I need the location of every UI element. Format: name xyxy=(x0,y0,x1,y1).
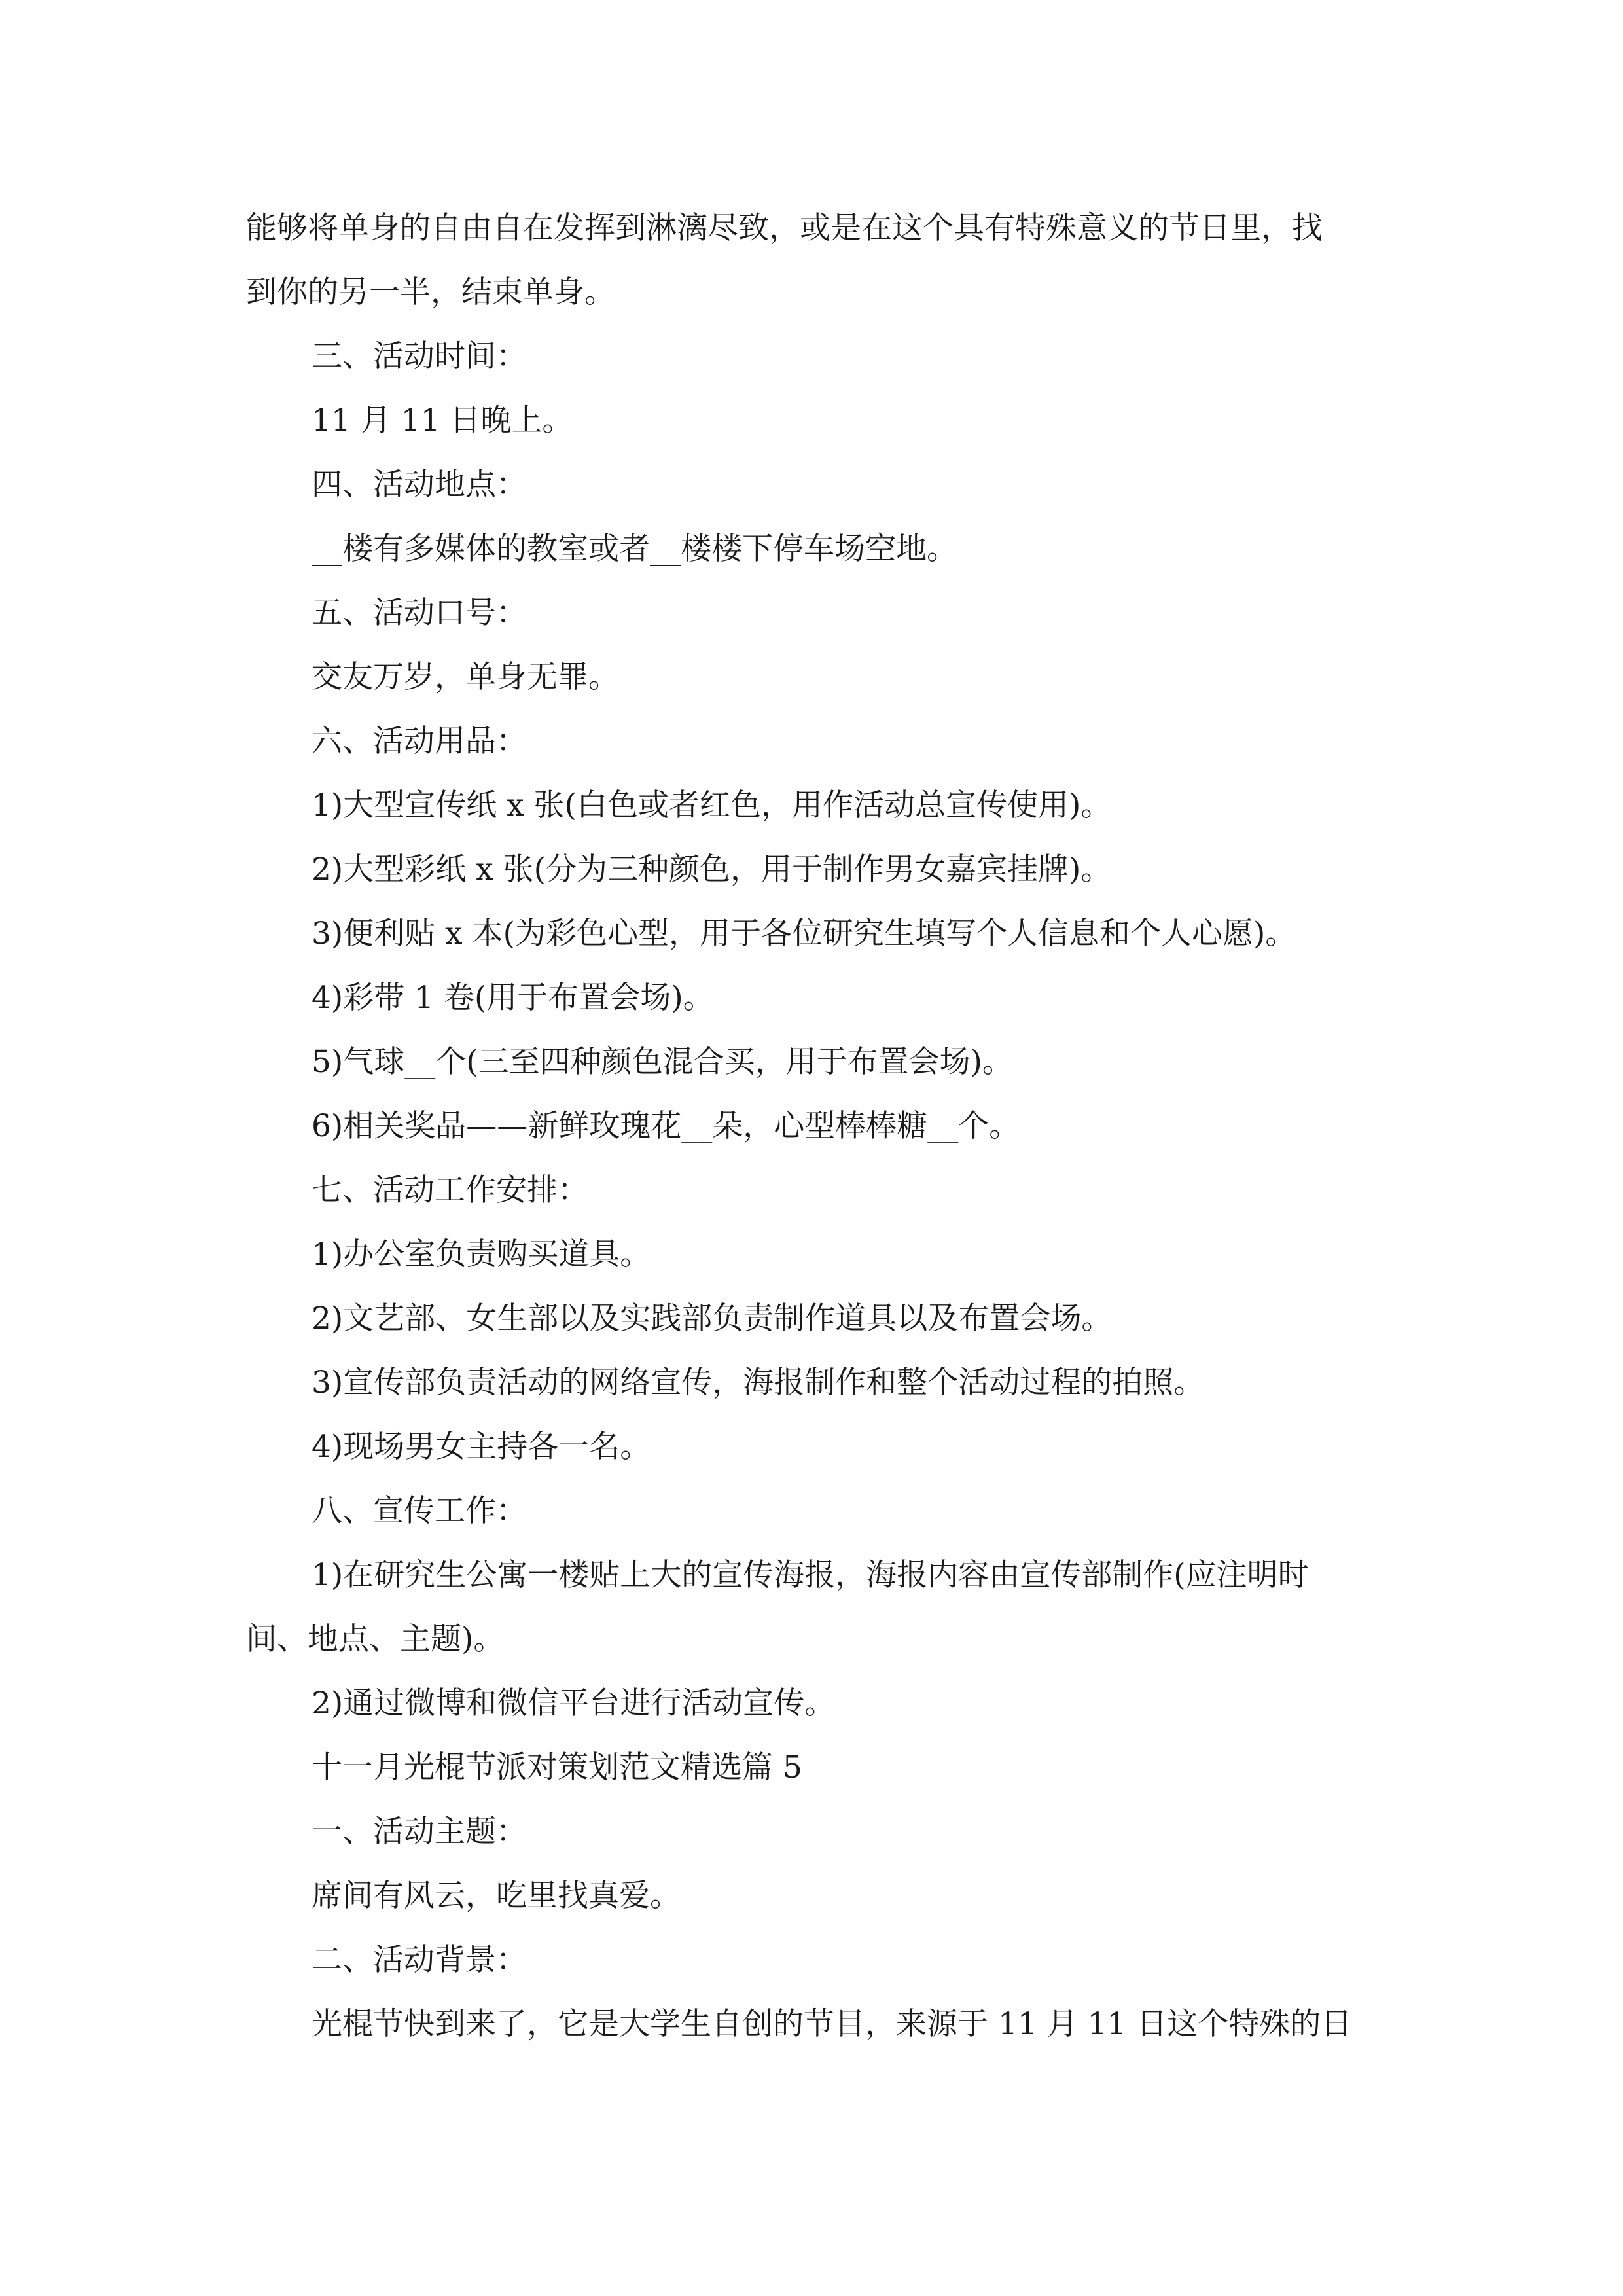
document-body xyxy=(246,196,1378,2056)
paragraph-line: 光棍节快到来了，它是大学生自创的节目，来源于 11 月 11 日这个特殊的日 xyxy=(312,2006,1352,2042)
paragraph-line: 一、活动主题： xyxy=(312,1814,527,1850)
paragraph-line: 3)便利贴 x 本(为彩色心型，用于各位研究生填写个人信息和个人心愿)。 xyxy=(312,916,1296,952)
paragraph-line: 1)在研究生公寓一楼贴上大的宣传海报，海报内容由宣传部制作(应注明时 xyxy=(312,1557,1309,1593)
paragraph-line: 八、宣传工作： xyxy=(312,1493,527,1529)
paragraph-line: __楼有多媒体的教室或者__楼楼下停车场空地。 xyxy=(312,531,957,567)
paragraph-line: 2)文艺部、女生部以及实践部负责制作道具以及布置会场。 xyxy=(312,1300,1113,1336)
paragraph-line: 1)大型宣传纸 x 张(白色或者红色，用作活动总宣传使用)。 xyxy=(312,787,1112,823)
paragraph-line: 交友万岁，单身无罪。 xyxy=(312,659,619,695)
paragraph-line: 2)大型彩纸 x 张(分为三种颜色，用于制作男女嘉宾挂牌)。 xyxy=(312,852,1112,888)
paragraph-line: 能够将单身的自由自在发挥到淋漓尽致，或是在这个具有特殊意义的节日里，找 xyxy=(246,210,1323,246)
paragraph-line: 4)现场男女主持各一名。 xyxy=(312,1429,651,1465)
paragraph-line: 间、地点、主题)。 xyxy=(246,1621,505,1657)
paragraph-line: 3)宣传部负责活动的网络宣传，海报制作和整个活动过程的拍照。 xyxy=(312,1365,1205,1401)
paragraph-line: 七、活动工作安排： xyxy=(312,1172,588,1208)
paragraph-line: 11 月 11 日晚上。 xyxy=(312,403,573,439)
paragraph-line: 5)气球__个(三至四种颜色混合买，用于布置会场)。 xyxy=(312,1044,1013,1080)
paragraph-line: 4)彩带 1 卷(用于布置会场)。 xyxy=(312,980,714,1016)
paragraph-line: 到你的另一半，结束单身。 xyxy=(246,274,615,310)
paragraph-line: 1)办公室负责购买道具。 xyxy=(312,1236,651,1272)
paragraph-line: 四、活动地点： xyxy=(312,467,527,503)
paragraph-line: 6)相关奖品——新鲜玫瑰花__朵，心型棒棒糖__个。 xyxy=(312,1108,1020,1144)
paragraph-line: 席间有风云，吃里找真爱。 xyxy=(312,1878,681,1914)
paragraph-line: 六、活动用品： xyxy=(312,723,527,759)
paragraph-line: 五、活动口号： xyxy=(312,595,527,631)
paragraph-line: 三、活动时间： xyxy=(312,338,527,374)
paragraph-line: 2)通过微博和微信平台进行活动宣传。 xyxy=(312,1685,836,1721)
paragraph-line: 二、活动背景： xyxy=(312,1942,527,1978)
paragraph-line: 十一月光棍节派对策划范文精选篇 5 xyxy=(312,1749,802,1785)
